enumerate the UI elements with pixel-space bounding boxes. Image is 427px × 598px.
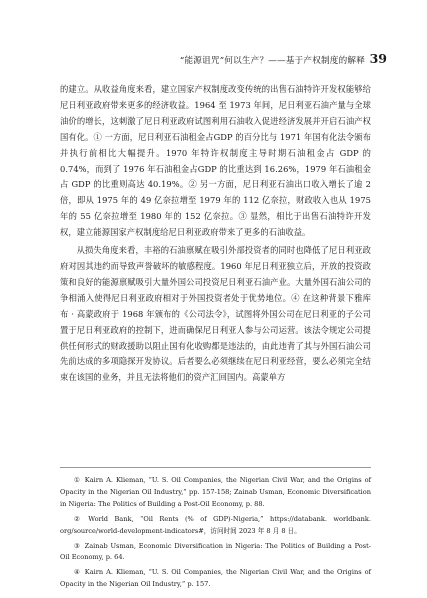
footnote-divider [60, 467, 371, 468]
running-title: “能源诅咒”何以生产？——基于产权制度的解释 [179, 56, 365, 66]
footnote-mark: ④ [74, 568, 81, 577]
paragraph: 从损失角度来看，丰裕的石油禀赋在吸引外部投资者的同时也降低了尼日利亚政府对因其违约而导致声誉破坏的敏感程度。1960 年尼日利亚独立后，开放的投资政策和良好的能源禀赋吸引大量外国公司投资尼日利亚石油产业。大量外国石油公司的争相涌入使得尼日利亚政府相对于外国投资者处于优势地位。④ 在这种背景下雅库布 · 高蒙政府于 1968 年颁布的《公司法令》，试图将外国公司在尼日利亚的子公司置于尼日利亚政府的控制下，进而确保尼日利亚人参与公司运营。该法令规定公司提供任何形式的财政援助以阻止国有化收购都是违法的，由此违背了其与外国石油公司先前达成的多项隐探开发协议。后者要么必须继续在尼日利亚经营，要么必须完全结束在该国的业务，并且无法将他们的资产汇回国内。高蒙单方 [60, 245, 371, 383]
footnote-text: World Bank, “Oil Rents (% of GDP)-Nigeria,” https://databank. worldbank. org/source/world-development-indicators#，访问时间 2023 年 8 月 8 日。 [60, 514, 371, 535]
footnote-text: Kairn A. Klieman, “U. S. Oil Companies, the Nigerian Civil War, and the Origins of Opacity in the Nigerian Oil Industry,” p. 157. [60, 568, 371, 589]
footnote [60, 541, 371, 565]
footnote-mark: ② [74, 514, 85, 523]
footnote-mark: ① [74, 476, 81, 484]
footnote [60, 567, 371, 591]
running-header [0, 52, 427, 68]
paragraph: 的建立。从收益角度来看，建立国家产权制度改变传统的出售石油特许开发权能够给尼日利亚政府带来更多的经济收益。1964 至 1973 年间，尼日利亚石油产量与全球油价的增长，这刺激了尼日利亚政府试图利用石油收入促进经济发展并开启石油产权国有化。① 一方面，尼日利亚石油租金占GDP 的百分比与 1971 年国有化法令颁布并执行前相比大幅提升。1970 年特许权制度主导时期石油租金占 GDP 的 0.74%，而到了 1976 年石油租金占GDP 的比重达到 16.26%，1979 年石油租金占 GDP 的比重则高达 40.19%。② 另一方面，尼日利亚石油出口收入增长了逾 2 倍，即从 1975 年的 49 亿奈拉增至 1979 年的 112 亿奈拉，财政收入也从 1975 年的 55 亿奈拉增至 1980 年的 152 亿奈拉。③ 显然，相比于出售石油特许开发权，建立能源国家产权制度给尼日利亚政府带来了更多的石油收益。 [60, 84, 371, 238]
page-number: 39 [369, 51, 387, 66]
footnote [60, 514, 371, 538]
footnotes [60, 467, 371, 594]
footnote [60, 475, 371, 511]
footnote-mark: ③ [74, 541, 81, 550]
footnote-text: Zainab Usman, Economic Diversification in Nigeria: The Politics of Building a Post-Oil Economy, p. 64. [60, 541, 372, 562]
body-text [60, 82, 371, 386]
footnote-text: Kairn A. Klieman, “U. S. Oil Companies, the Nigerian Civil War, and the Origins of Opacity in the Nigerian Oil Industry,” pp. 157-158; Zainab Usman, Economic Diversification in Nigeria: The Politics of Building a Post-Oil Economy, p. 88. [60, 476, 371, 508]
